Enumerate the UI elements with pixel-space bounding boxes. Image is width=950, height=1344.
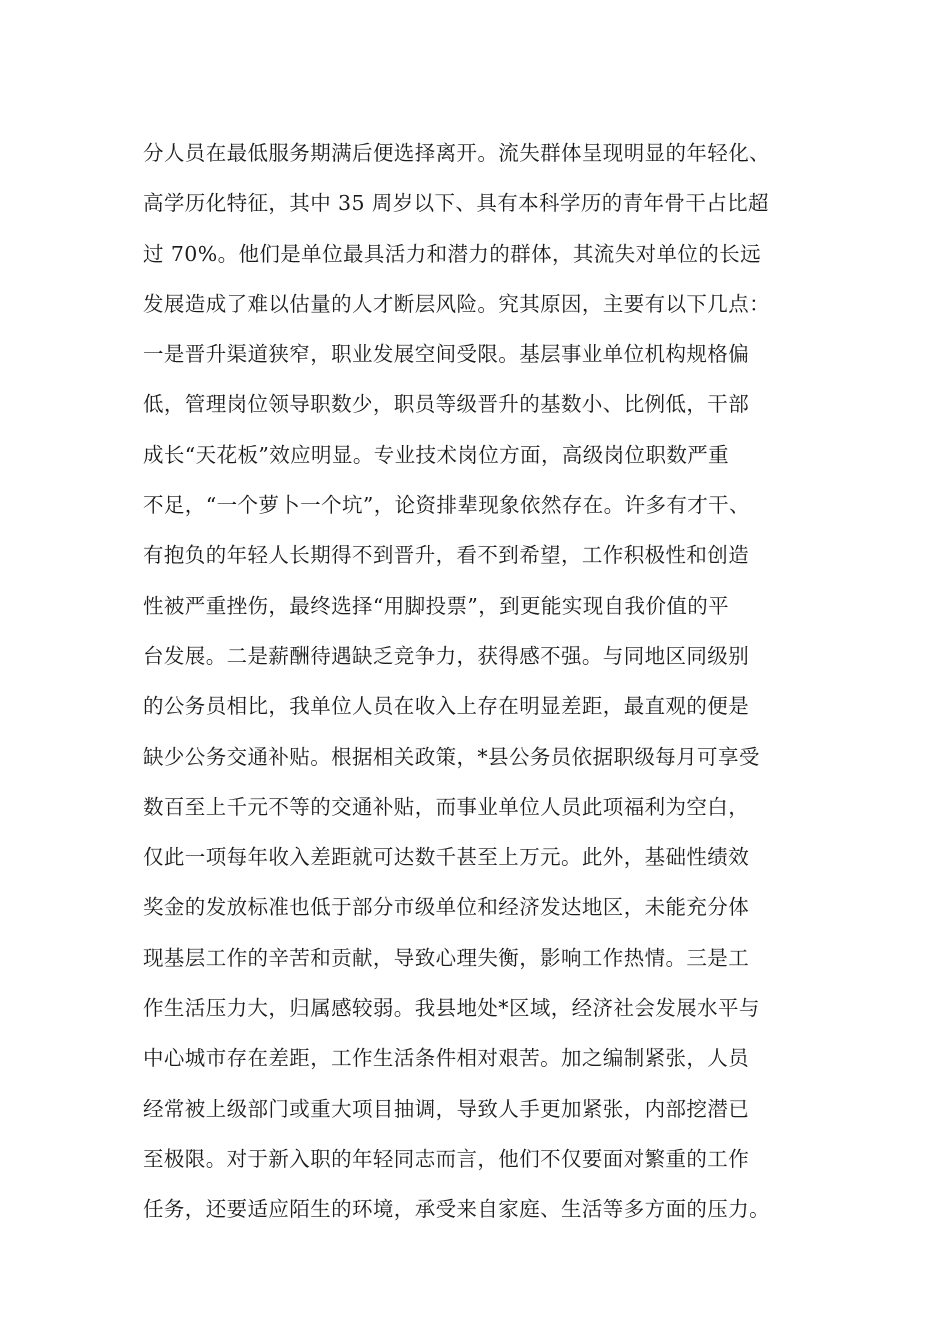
text-line: 不足，“一个萝卜一个坑”，论资排辈现象依然存在。许多有才干、 <box>143 493 750 518</box>
text-line: 低，管理岗位领导职数少，职员等级晋升的基数小、比例低，干部 <box>143 392 750 417</box>
text-line: 分人员在最低服务期满后便选择离开。流失群体呈现明显的年轻化、 <box>143 141 770 165</box>
text-line: 经常被上级部门或重大项目抽调，导致人手更加紧张，内部挖潜已 <box>143 1096 750 1121</box>
text-line: 现基层工作的辛苦和贡献，导致心理失衡，影响工作热情。三是工 <box>143 945 750 970</box>
text-line: 奖金的发放标准也低于部分市级单位和经济发达地区，未能充分体 <box>143 895 750 920</box>
text-line: 过 70%。他们是单位最具活力和潜力的群体，其流失对单位的长远 <box>143 241 761 266</box>
text-line: 缺少公务交通补贴。根据相关政策，*县公务员依据职级每月可享受 <box>143 744 760 769</box>
body-paragraph <box>143 128 843 1235</box>
text-line: 的公务员相比，我单位人员在收入上存在明显差距，最直观的便是 <box>143 694 750 719</box>
text-line: 仅此一项每年收入差距就可达数千甚至上万元。此外，基础性绩效 <box>143 845 750 870</box>
text-line: 作生活压力大，归属感较弱。我县地处*区域，经济社会发展水平与 <box>143 996 760 1021</box>
text-line: 任务，还要适应陌生的环境，承受来自家庭、生活等多方面的压力。 <box>143 1197 770 1222</box>
text-line: 台发展。二是薪酬待遇缺乏竞争力，获得感不强。与同地区同级别 <box>143 643 750 668</box>
text-line: 有抱负的年轻人长期得不到晋升，看不到希望，工作积极性和创造 <box>143 543 750 568</box>
text-line: 一是晋升渠道狭窄，职业发展空间受限。基层事业单位机构规格偏 <box>143 342 750 367</box>
text-line: 性被严重挫伤，最终选择“用脚投票”，到更能实现自我价值的平 <box>143 593 730 618</box>
text-line: 成长“天花板”效应明显。专业技术岗位方面，高级岗位职数严重 <box>143 442 730 467</box>
text-line: 数百至上千元不等的交通补贴，而事业单位人员此项福利为空白， <box>143 794 750 819</box>
text-line: 中心城市存在差距，工作生活条件相对艰苦。加之编制紧张，人员 <box>143 1046 750 1071</box>
text-line: 高学历化特征，其中 35 周岁以下、具有本科学历的青年骨干占比超 <box>143 191 769 216</box>
text-line: 至极限。对于新入职的年轻同志而言，他们不仅要面对繁重的工作 <box>143 1146 750 1171</box>
text-line: 发展造成了难以估量的人才断层风险。究其原因，主要有以下几点： <box>143 291 770 316</box>
